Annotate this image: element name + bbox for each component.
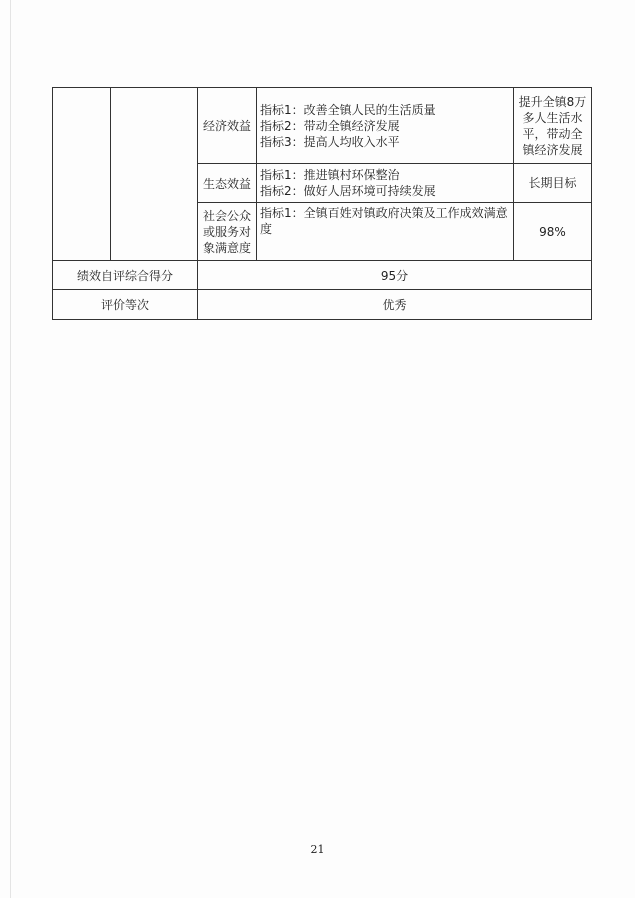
score-label: 绩效自评综合得分 <box>53 261 198 290</box>
grade-label: 评价等次 <box>53 290 198 320</box>
grade-value: 优秀 <box>198 290 592 320</box>
indicator-ecological-1: 指标1：推进镇村环保整治 <box>260 168 400 182</box>
table-row-economic <box>53 88 592 164</box>
page-number: 21 <box>310 843 325 856</box>
indicators-satisfaction <box>257 203 514 261</box>
indicator-economic-2: 指标2：带动全镇经济发展 <box>260 118 400 133</box>
performance-table <box>52 87 592 320</box>
table-row-grade <box>53 290 592 320</box>
category-economic: 经济效益 <box>198 88 257 164</box>
indicator-satisfaction-1: 指标1：全镇百姓对镇政府决策及工作成效满意度 <box>260 206 508 236</box>
result-ecological: 长期目标 <box>514 164 592 203</box>
category-satisfaction: 社会公众或服务对象满意度 <box>198 203 257 261</box>
indicator-economic-3: 指标3：提高人均收入水平 <box>260 134 400 149</box>
category-ecological: 生态效益 <box>198 164 257 203</box>
blank-cell-2 <box>111 88 198 261</box>
page-edge-line <box>10 0 11 898</box>
indicator-ecological-2: 指标2：做好人居环境可持续发展 <box>260 184 436 198</box>
result-economic: 提升全镇8万多人生活水平，带动全镇经济发展 <box>514 88 592 164</box>
blank-cell-1 <box>53 88 111 261</box>
table-row-score <box>53 261 592 290</box>
indicators-economic <box>257 88 514 164</box>
result-satisfaction: 98% <box>514 203 592 261</box>
indicators-ecological <box>257 164 514 203</box>
indicator-economic-1: 指标1：改善全镇人民的生活质量 <box>260 102 436 117</box>
score-value: 95分 <box>198 261 592 290</box>
